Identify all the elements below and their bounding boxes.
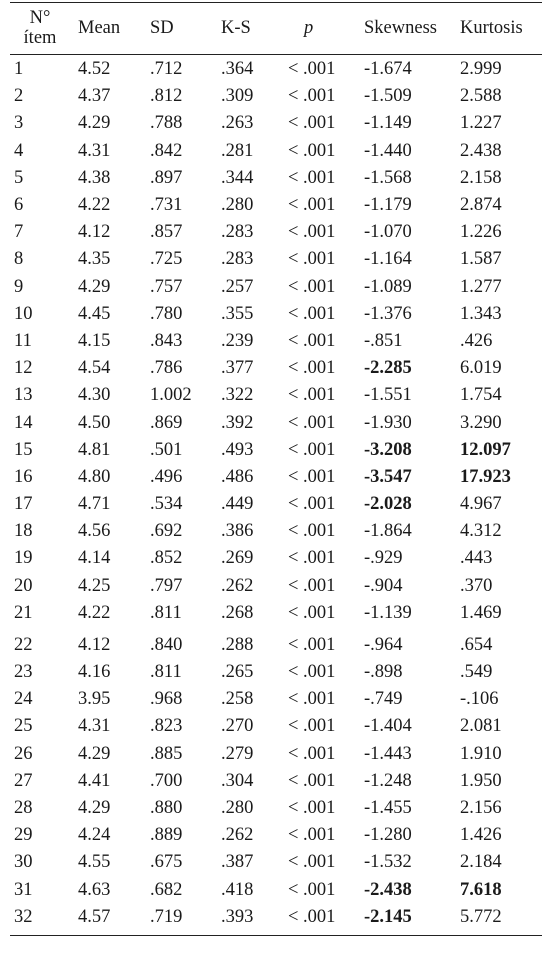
cell-ks: .364 [221,59,254,80]
cell-ks: .281 [221,140,254,161]
cell-mean: 3.95 [78,689,111,710]
cell-item: 17 [14,494,33,515]
table-row [10,246,542,273]
table-row [10,355,542,382]
cell-mean: 4.63 [78,879,111,900]
cell-item: 3 [14,113,24,134]
cell-ks: .486 [221,466,254,487]
cell-kurtosis: .654 [460,634,493,655]
cell-item: 32 [14,906,33,927]
cell-sd: .968 [150,689,183,710]
cell-ks: .393 [221,906,254,927]
cell-item: 19 [14,548,33,569]
cell-ks: .269 [221,548,254,569]
cell-sd: .501 [150,439,183,460]
cell-sd: .842 [150,140,183,161]
cell-item: 23 [14,662,33,683]
cell-mean: 4.16 [78,662,111,683]
cell-item: 27 [14,770,33,791]
cell-ks: .493 [221,439,254,460]
cell-item: 21 [14,602,33,623]
cell-kurtosis: 2.438 [460,140,502,161]
cell-sd: .786 [150,358,183,379]
cell-skewness: -.929 [364,548,403,569]
header-ks: K-S [221,18,251,38]
cell-ks: .268 [221,602,254,623]
cell-kurtosis: 2.184 [460,852,502,873]
cell-sd: .843 [150,330,183,351]
cell-kurtosis: 1.910 [460,743,502,764]
cell-skewness: -2.285 [364,358,412,379]
cell-skewness: -.904 [364,575,403,596]
cell-p: < .001 [288,602,336,623]
cell-mean: 4.29 [78,276,111,297]
cell-ks: .322 [221,385,254,406]
table-row [10,110,542,137]
cell-sd: .719 [150,906,183,927]
cell-p: < .001 [288,113,336,134]
cell-ks: .449 [221,494,254,515]
cell-p: < .001 [288,575,336,596]
cell-skewness: -3.547 [364,466,412,487]
cell-p: < .001 [288,770,336,791]
cell-p: < .001 [288,634,336,655]
cell-p: < .001 [288,852,336,873]
cell-sd: .840 [150,634,183,655]
cell-item: 31 [14,879,33,900]
cell-mean: 4.41 [78,770,111,791]
cell-skewness: -3.208 [364,439,412,460]
cell-kurtosis: 3.290 [460,412,502,433]
cell-sd: 1.002 [150,385,192,406]
cell-p: < .001 [288,743,336,764]
cell-kurtosis: 2.156 [460,797,502,818]
header-item-line1: N° [29,8,51,28]
cell-kurtosis: 1.426 [460,825,502,846]
cell-item: 18 [14,521,33,542]
cell-kurtosis: 1.277 [460,276,502,297]
cell-item: 7 [14,222,24,243]
cell-kurtosis: 4.967 [460,494,502,515]
cell-mean: 4.81 [78,439,111,460]
cell-skewness: -1.070 [364,222,412,243]
cell-p: < .001 [288,906,336,927]
cell-item: 26 [14,743,33,764]
cell-sd: .725 [150,249,183,270]
cell-skewness: -.749 [364,689,403,710]
table-row [10,409,542,436]
cell-sd: .692 [150,521,183,542]
cell-sd: .700 [150,770,183,791]
cell-p: < .001 [288,466,336,487]
table-bottom-rule [10,935,542,936]
cell-mean: 4.50 [78,412,111,433]
header-kurtosis: Kurtosis [460,18,523,38]
cell-sd: .496 [150,466,183,487]
table-row [10,741,542,768]
table-row [10,600,542,627]
table-row [10,491,542,518]
cell-ks: .288 [221,634,254,655]
table-row [10,768,542,795]
cell-skewness: -1.532 [364,852,412,873]
cell-kurtosis: 2.081 [460,716,502,737]
cell-p: < .001 [288,797,336,818]
cell-skewness: -1.443 [364,743,412,764]
table-row [10,795,542,822]
cell-kurtosis: 4.312 [460,521,502,542]
table-row [10,301,542,328]
cell-kurtosis: .443 [460,548,493,569]
cell-sd: .889 [150,825,183,846]
cell-mean: 4.55 [78,852,111,873]
cell-p: < .001 [288,276,336,297]
table-row [10,713,542,740]
cell-mean: 4.37 [78,86,111,107]
cell-ks: .344 [221,167,254,188]
cell-kurtosis: .370 [460,575,493,596]
descriptive-statistics-table [10,0,542,931]
cell-ks: .262 [221,825,254,846]
cell-skewness: -2.145 [364,906,412,927]
cell-mean: 4.31 [78,140,111,161]
cell-item: 16 [14,466,33,487]
cell-ks: .280 [221,797,254,818]
table-row [10,545,542,572]
cell-kurtosis: 2.158 [460,167,502,188]
cell-item: 12 [14,358,33,379]
table-row [10,659,542,686]
cell-skewness: -2.028 [364,494,412,515]
header-item-number [10,0,70,56]
cell-skewness: -1.864 [364,521,412,542]
cell-sd: .852 [150,548,183,569]
header-skewness: Skewness [364,18,437,38]
cell-sd: .812 [150,86,183,107]
cell-mean: 4.24 [78,825,111,846]
table-row [10,686,542,713]
cell-p: < .001 [288,59,336,80]
table-row [10,627,542,659]
cell-ks: .377 [221,358,254,379]
cell-skewness: -1.551 [364,385,412,406]
table-row [10,464,542,491]
cell-ks: .304 [221,770,254,791]
table-header [10,0,542,56]
cell-p: < .001 [288,716,336,737]
table-row [10,138,542,165]
cell-kurtosis: 1.343 [460,303,502,324]
cell-kurtosis: .549 [460,662,493,683]
cell-p: < .001 [288,303,336,324]
cell-mean: 4.35 [78,249,111,270]
cell-item: 22 [14,634,33,655]
cell-mean: 4.22 [78,602,111,623]
cell-p: < .001 [288,879,336,900]
cell-ks: .258 [221,689,254,710]
cell-ks: .279 [221,743,254,764]
cell-item: 28 [14,797,33,818]
cell-sd: .880 [150,797,183,818]
table-row [10,274,542,301]
cell-item: 24 [14,689,33,710]
table-row [10,822,542,849]
cell-p: < .001 [288,825,336,846]
cell-item: 2 [14,86,24,107]
cell-mean: 4.29 [78,743,111,764]
cell-ks: .283 [221,222,254,243]
table-row [10,849,542,876]
cell-p: < .001 [288,358,336,379]
cell-p: < .001 [288,521,336,542]
cell-skewness: -2.438 [364,879,412,900]
cell-kurtosis: 1.950 [460,770,502,791]
table-row [10,876,542,903]
cell-sd: .823 [150,716,183,737]
cell-skewness: -1.674 [364,59,412,80]
cell-ks: .309 [221,86,254,107]
cell-sd: .712 [150,59,183,80]
header-mean: Mean [78,18,121,38]
cell-mean: 4.54 [78,358,111,379]
cell-kurtosis: .426 [460,330,493,351]
cell-sd: .857 [150,222,183,243]
cell-ks: .280 [221,195,254,216]
cell-item: 1 [14,59,24,80]
cell-item: 14 [14,412,33,433]
cell-p: < .001 [288,548,336,569]
cell-sd: .757 [150,276,183,297]
cell-item: 8 [14,249,24,270]
cell-item: 29 [14,825,33,846]
table-row [10,573,542,600]
cell-skewness: -1.455 [364,797,412,818]
cell-ks: .262 [221,575,254,596]
table-body [10,56,542,931]
cell-mean: 4.38 [78,167,111,188]
cell-ks: .418 [221,879,254,900]
cell-skewness: -1.930 [364,412,412,433]
table-row [10,382,542,409]
cell-mean: 4.22 [78,195,111,216]
table-row [10,165,542,192]
cell-mean: 4.52 [78,59,111,80]
header-row [10,0,542,56]
cell-item: 30 [14,852,33,873]
cell-mean: 4.57 [78,906,111,927]
cell-kurtosis: 5.772 [460,906,502,927]
cell-item: 5 [14,167,24,188]
cell-sd: .534 [150,494,183,515]
cell-skewness: -1.248 [364,770,412,791]
header-p: p [304,18,314,38]
cell-ks: .257 [221,276,254,297]
cell-sd: .788 [150,113,183,134]
cell-skewness: -.851 [364,330,403,351]
cell-p: < .001 [288,662,336,683]
cell-sd: .731 [150,195,183,216]
cell-kurtosis: 1.227 [460,113,502,134]
cell-ks: .263 [221,113,254,134]
cell-skewness: -1.568 [364,167,412,188]
cell-p: < .001 [288,439,336,460]
cell-p: < .001 [288,140,336,161]
cell-sd: .897 [150,167,183,188]
cell-p: < .001 [288,167,336,188]
header-sd: SD [150,18,174,38]
cell-item: 15 [14,439,33,460]
cell-skewness: -1.440 [364,140,412,161]
cell-p: < .001 [288,330,336,351]
cell-sd: .811 [150,662,182,683]
cell-ks: .355 [221,303,254,324]
cell-mean: 4.14 [78,548,111,569]
table-row [10,83,542,110]
table-row [10,219,542,246]
cell-skewness: -1.280 [364,825,412,846]
cell-kurtosis: 1.587 [460,249,502,270]
cell-item: 11 [14,330,32,351]
cell-mean: 4.29 [78,797,111,818]
cell-skewness: -1.089 [364,276,412,297]
cell-p: < .001 [288,195,336,216]
cell-p: < .001 [288,86,336,107]
cell-sd: .797 [150,575,183,596]
cell-kurtosis: 6.019 [460,358,502,379]
cell-skewness: -1.164 [364,249,412,270]
cell-sd: .780 [150,303,183,324]
cell-skewness: -1.509 [364,86,412,107]
cell-item: 10 [14,303,33,324]
cell-mean: 4.45 [78,303,111,324]
cell-mean: 4.71 [78,494,111,515]
cell-kurtosis: 12.097 [460,439,511,460]
header-item-line2: ítem [23,28,57,48]
cell-ks: .392 [221,412,254,433]
cell-skewness: -1.179 [364,195,412,216]
cell-mean: 4.25 [78,575,111,596]
table-row [10,518,542,545]
cell-p: < .001 [288,412,336,433]
cell-sd: .682 [150,879,183,900]
cell-skewness: -1.139 [364,602,412,623]
cell-kurtosis: 2.874 [460,195,502,216]
cell-sd: .885 [150,743,183,764]
cell-kurtosis: 2.588 [460,86,502,107]
table-row [10,328,542,355]
cell-sd: .675 [150,852,183,873]
cell-p: < .001 [288,385,336,406]
cell-skewness: -1.376 [364,303,412,324]
cell-kurtosis: 1.754 [460,385,502,406]
cell-mean: 4.56 [78,521,111,542]
cell-skewness: -1.404 [364,716,412,737]
cell-item: 6 [14,195,24,216]
cell-mean: 4.31 [78,716,111,737]
cell-item: 9 [14,276,24,297]
cell-kurtosis: 1.226 [460,222,502,243]
cell-ks: .239 [221,330,254,351]
cell-ks: .387 [221,852,254,873]
cell-item: 25 [14,716,33,737]
cell-mean: 4.30 [78,385,111,406]
cell-sd: .811 [150,602,182,623]
cell-item: 4 [14,140,24,161]
cell-mean: 4.29 [78,113,111,134]
table-row [10,192,542,219]
cell-ks: .265 [221,662,254,683]
cell-kurtosis: -.106 [460,689,499,710]
table-row [10,56,542,83]
cell-kurtosis: 7.618 [460,879,502,900]
cell-mean: 4.15 [78,330,111,351]
cell-item: 13 [14,385,33,406]
cell-p: < .001 [288,222,336,243]
cell-p: < .001 [288,689,336,710]
cell-ks: .283 [221,249,254,270]
cell-p: < .001 [288,494,336,515]
cell-sd: .869 [150,412,183,433]
cell-item: 20 [14,575,33,596]
cell-kurtosis: 1.469 [460,602,502,623]
table-row [10,437,542,464]
cell-mean: 4.12 [78,634,111,655]
cell-mean: 4.12 [78,222,111,243]
cell-kurtosis: 17.923 [460,466,511,487]
cell-skewness: -1.149 [364,113,412,134]
cell-mean: 4.80 [78,466,111,487]
cell-skewness: -.964 [364,634,403,655]
cell-ks: .270 [221,716,254,737]
cell-ks: .386 [221,521,254,542]
cell-kurtosis: 2.999 [460,59,502,80]
cell-skewness: -.898 [364,662,403,683]
cell-p: < .001 [288,249,336,270]
table-row [10,904,542,931]
